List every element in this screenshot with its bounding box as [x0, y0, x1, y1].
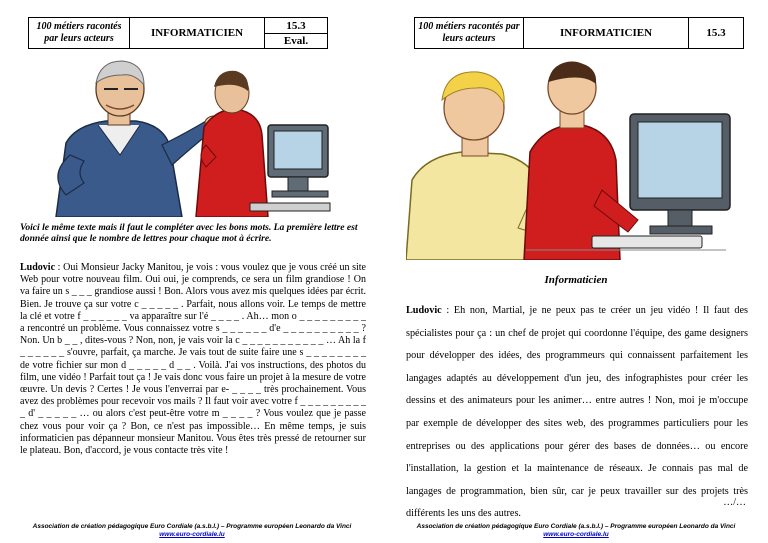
footer-association: Association de création pédagogique Euro Cordiale (a.s.b.l.) – Programme européen Leonardo da Vinci: [416, 523, 736, 530]
header-series-title: 100 métiers racontés par leurs acteurs: [29, 18, 130, 49]
exercise-instruction: Voici le même texte mais il faut le compléter avec les bons mots. La première lettre est donnée ainsi que le nombre de lettres pour chaque mot à écrire.: [20, 222, 358, 244]
speaker-name: Ludovic: [20, 262, 56, 273]
exercise-body: : Oui Monsieur Jacky Manitou, je vois : vous voulez que je vous créé un site Web pour votre nouveau film. Oui oui, je comprends, ce sera un film grandiose ! On va faire un s _ _ _ grandiose aussi ! Bon. Alors vous avez mis quelques idées par écrit. Bien. Je trouve ça sur votre c _ _ _ _ _ . Parfait, nous allons voir. Le temps de mettre la clé et votre f _ _ _ _ _ _ va apparaître sur l'é _ _ _ _ . Ah… mon o _ _ _ _ _ _ _ _ _ a rencontré un problème. Vous connaissez votre s _ _ _ _ _ _ d'e _ _ _ _ _ _ _ _ _ _ ? Non. Un b _ _ , dites-vous ? Non, non, je vais voir la c _ _ _ _ _ _ _ _ _ _ _ … Ah la f _ _ _ _ _ _ s'ouvre, parfait, ça marche. Je vais tout de suite faire une s _ _ _ _ _ _ _ _ de votre fichier sur mon d _ _ _ _ _ d _ _ . Voilà. J'ai vos instructions, des photos du film, une vidéo ! Parfait tout ça ! Je vais donc vous faire un projet à la mesure de votre œuvre. Un devis ? Certes ! Je vous l'enverrai par e- _ _ _ _ très prochainement. Vous avez des problèmes pour recevoir vos mails ? Il faut voir avec votre f _ _ _ _ _ _ _ _ _ _ d' _ _ _ _ _ … ou alors c'est peut-être votre m _ _ _ _ ? Vous voulez que je passe chez vous pour voir ça ? Bon, ce n'est pas impossible… En même temps, je suis informaticien pas dépanneur monsieur Manitou. Vous êtes très pressé de retourner sur le plateau. Bon, d'accord, je vous contacte très vite !: [20, 262, 366, 457]
left-footer: [0, 523, 384, 539]
programmer-figure: [196, 71, 268, 217]
header-sheet-number: 15.3: [265, 18, 328, 34]
footer-link[interactable]: www.euro-cordiale.lu: [543, 531, 609, 538]
left-header-table: [28, 17, 328, 49]
header-series-title: 100 métiers racontés par leurs acteurs: [415, 18, 524, 49]
footer-association: Association de création pédagogique Euro Cordiale (a.s.b.l.) – Programme européen Leonardo da Vinci: [32, 523, 352, 530]
right-header-table: [414, 17, 744, 49]
speaker-name: Ludovic: [406, 305, 442, 316]
text-subtitle: Informaticien: [544, 274, 608, 286]
programmer-figure: [524, 62, 638, 260]
right-footer: [384, 523, 768, 539]
header-job-title: INFORMATICIEN: [130, 18, 265, 49]
header-sheet-number: 15.3: [689, 18, 744, 49]
right-page: [384, 0, 768, 543]
continued-marker: …/…: [723, 497, 746, 508]
exercise-text: [20, 262, 366, 457]
footer-link[interactable]: www.euro-cordiale.lu: [159, 531, 225, 538]
reading-body: : Eh non, Martial, je ne peux pas te créer un jeu vidéo ! Il faut des spécialistes pour ça : un chef de projet qui coordonne l'équipe, des game designers pour développer des idées, des programmeurs qui connaissent parfaitement les langages adaptés au développement d'un jeu, des infographistes pour créer les dessins et des animateurs pour les animer… entre autres ! Non, moi je m'occupe par exemple de développer des sites web, des programmes particuliers pour les entreprises ou des applications pour gérer des bases de données… ou encore l'installation, la gestion et la maintenance de réseaux. Je connais pas mal de langages de programmation, bien sûr, car je peux travailler sur des projets très différents les uns des autres.: [406, 305, 748, 520]
reading-text: [406, 300, 748, 526]
header-eval-label: Eval.: [265, 34, 328, 49]
header-job-title: INFORMATICIEN: [524, 18, 689, 49]
illustration-client-and-programmer: [36, 55, 336, 217]
illustration-two-men-at-computer: [406, 60, 746, 260]
